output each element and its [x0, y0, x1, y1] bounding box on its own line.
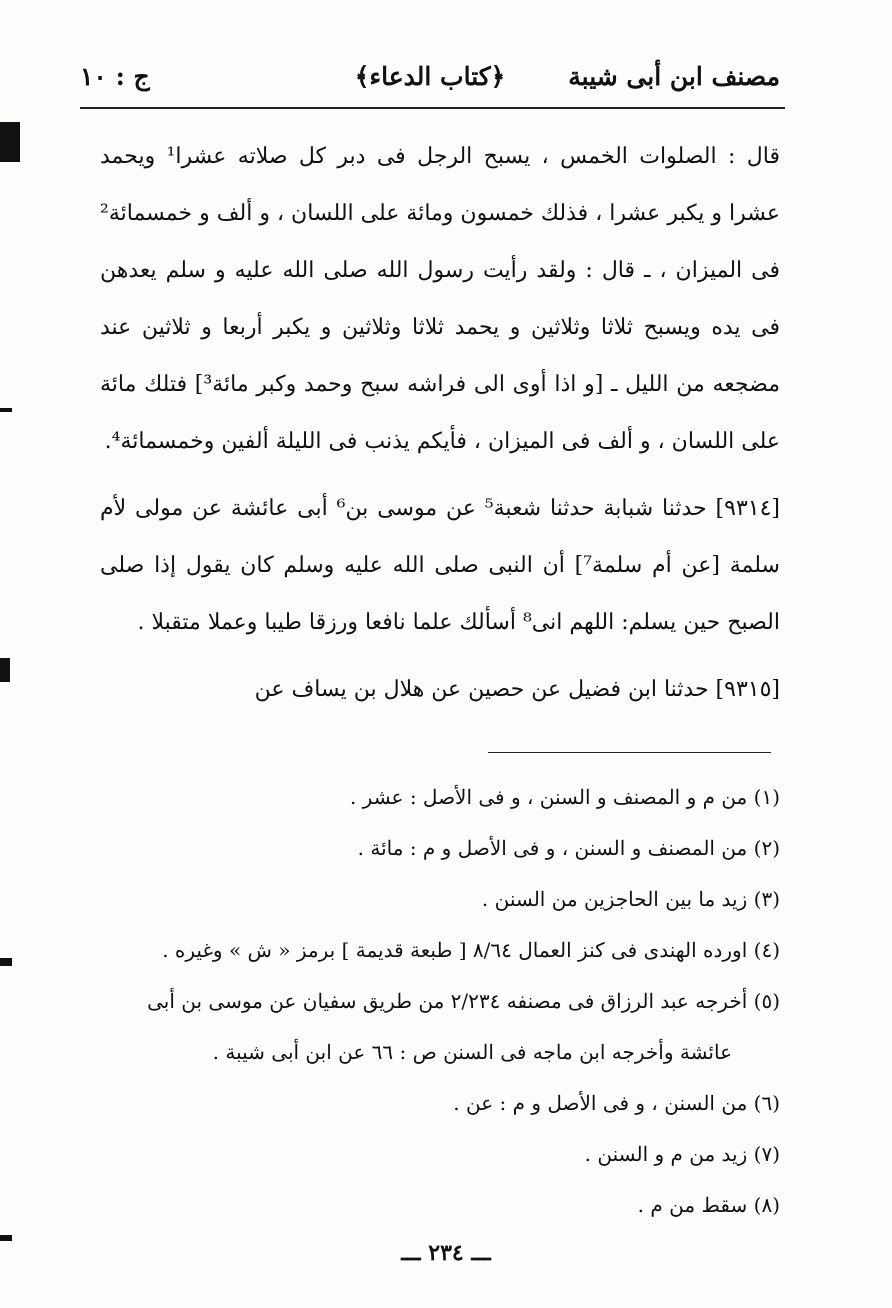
footnote-rule	[488, 752, 771, 753]
paragraph-hadith-9314: [٩٣١٤] حدثنا شبابة حدثنا شعبة⁵ عن موسى بن⁶ أبى عائشة عن مولى لأم سلمة [عن أم سلمة⁷] أن النبى صلى الله عليه وسلم كان يقول إذا صلى الصبح حين يسلم: اللهم انى⁸ أسألك علما نافعا ورزقا طيبا وعملا متقبلا .	[100, 496, 780, 635]
footnote-6: (٦) من السنن ، و فى الأصل و م : عن .	[453, 1091, 780, 1115]
running-header	[80, 62, 780, 102]
footnote-7: (٧) زيد من م و السنن .	[584, 1142, 780, 1166]
footnote-5: (٥) أخرجه عبد الرزاق فى مصنفه ٢/٢٣٤ من طريق سفيان عن موسى بن أبى	[147, 989, 780, 1013]
header-rule	[80, 107, 785, 109]
chapter-title: ﴿كتاب الدعاء﴾	[354, 62, 506, 91]
page-number: ـــ ٢٣٤ ـــ	[401, 1240, 491, 1266]
scan-mark	[0, 1235, 12, 1241]
paragraph-hadith-9315: [٩٣١٥] حدثنا ابن فضيل عن حصين عن هلال بن يساف عن	[254, 677, 780, 702]
scan-mark	[0, 658, 10, 682]
footnotes	[100, 772, 780, 1231]
paragraph-hadith-continuation: قال : الصلوات الخمس ، يسبح الرجل فى دبر كل صلاته عشرا¹ ويحمد عشرا و يكبر عشرا ، فذلك خمسون ومائة على اللسان ، و ألف و خمسمائة² فى الميزان ، ـ قال : ولقد رأيت رسول الله صلى الله عليه و سلم يعدهن فى يده ويسبح ثلاثا وثلاثين و يحمد ثلاثا وثلاثين و يكبر أربعا و ثلاثين عند مضجعه من الليل ـ [و اذا أوى الى فراشه سبح وحمد وكبر مائة³] فتلك مائة على اللسان ، و ألف فى الميزان ، فأيكم يذنب فى الليلة ألفين وخمسمائة⁴.	[100, 144, 780, 454]
footnote-3: (٣) زيد ما بين الحاجزين من السنن .	[481, 887, 780, 911]
footnote-1: (١) من م و المصنف و السنن ، و فى الأصل : عشر .	[349, 785, 780, 809]
footnote-8: (٨) سقط من م .	[637, 1193, 780, 1217]
scan-mark	[0, 408, 12, 412]
volume-number: ج : ١٠	[80, 62, 150, 91]
scan-mark	[0, 122, 20, 162]
footnote-5-continuation: عائشة وأخرجه ابن ماجه فى السنن ص : ٦٦ عن ابن أبى شيبة .	[212, 1040, 732, 1064]
book-title: مصنف ابن أبى شيبة	[568, 62, 780, 91]
main-text	[100, 128, 780, 718]
footnote-2: (٢) من المصنف و السنن ، و فى الأصل و م : مائة .	[357, 836, 780, 860]
scan-mark	[0, 958, 12, 966]
footnote-4: (٤) اورده الهندى فى كنز العمال ٨/٦٤ [ طبعة قديمة ] برمز « ش » وغيره .	[162, 938, 780, 962]
